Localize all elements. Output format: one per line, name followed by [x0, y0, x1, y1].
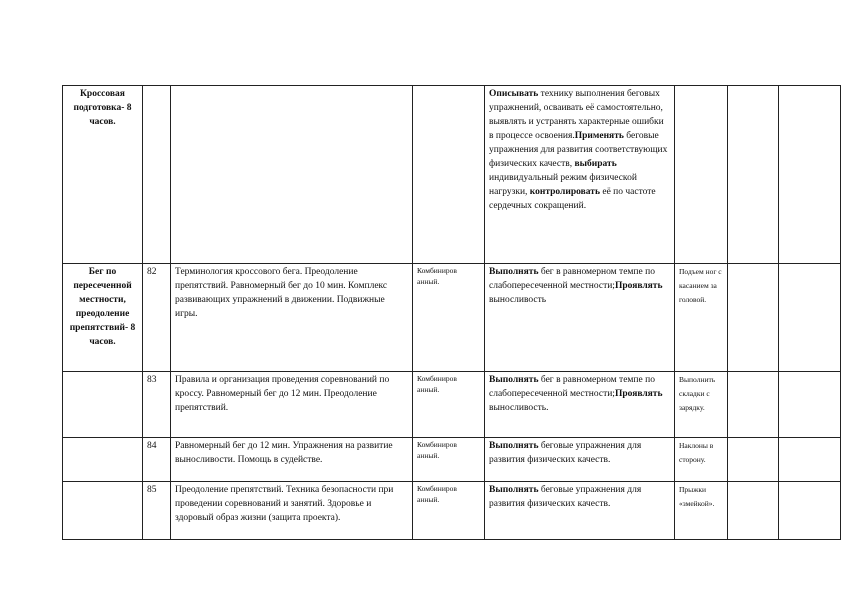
empty-cell [728, 482, 779, 540]
activity-text: бег в равномерном темпе по слабопересеченной местности; [489, 375, 655, 399]
activity-text: выносливость. [489, 403, 549, 413]
activity-verb: Выполнять [489, 375, 539, 385]
activity-text: бег в равномерном темпе по слабопересеченной местности; [489, 267, 655, 291]
empty-cell [779, 264, 841, 372]
empty-cell [779, 86, 841, 264]
homework: Наклоны в сторону. [675, 438, 728, 482]
activity-verb: Проявлять [614, 281, 663, 291]
table-row [63, 482, 841, 540]
activity-text: выносливость [489, 295, 547, 305]
activity-text: её по частоте сердечных сокращений. [489, 187, 656, 211]
lesson-number: 83 [143, 372, 171, 438]
activity-verb: Выполнять [489, 441, 539, 451]
activity-description [485, 264, 675, 372]
lesson-number: 85 [143, 482, 171, 540]
section-cell [63, 372, 143, 438]
activity-verb: выбирать [574, 159, 617, 169]
section-cell: Бег по пересеченной местности, преодоление препятствий- 8 часов. [63, 264, 143, 372]
empty-cell [728, 438, 779, 482]
empty-cell [779, 482, 841, 540]
activity-description [485, 86, 675, 264]
table-row [63, 438, 841, 482]
section-cell: Кроссовая подготовка- 8 часов. [63, 86, 143, 264]
lesson-topic: Равномерный бег до 12 мин. Упражнения на развитие выносливости. Помощь в судействе. [171, 438, 413, 482]
lesson-type: Комбиниров анный. [413, 264, 485, 372]
empty-cell [779, 438, 841, 482]
activity-verb: Применять [574, 131, 624, 141]
section-cell [63, 482, 143, 540]
empty-cell [779, 372, 841, 438]
activity-text: индивидуальный режим физической нагрузки, [489, 173, 637, 197]
empty-cell [728, 372, 779, 438]
activity-description [485, 372, 675, 438]
lesson-number: 84 [143, 438, 171, 482]
lesson-plan-table [62, 85, 841, 540]
lesson-topic: Преодоление препятствий. Техника безопасности при проведении соревнований и занятий. Здоровье и здоровый образ жизни (защита проекта). [171, 482, 413, 540]
table-row [63, 264, 841, 372]
homework: Прыжки «змейкой». [675, 482, 728, 540]
lesson-type [413, 86, 485, 264]
table-row [63, 86, 841, 264]
table-row [63, 372, 841, 438]
activity-description [485, 438, 675, 482]
lesson-number: 82 [143, 264, 171, 372]
activity-verb: Описывать [489, 89, 539, 99]
lesson-topic: Терминология кроссового бега. Преодоление препятствий. Равномерный бег до 10 мин. Комплекс развивающих упражнений в движении. Подвижные игры. [171, 264, 413, 372]
activity-description [485, 482, 675, 540]
activity-verb: Выполнять [489, 267, 539, 277]
activity-text: технику выполнения беговых упражнений, осваивать её самостоятельно, выявлять и устранять характерные ошибки в процессе освоения. [489, 89, 664, 141]
activity-verb: Проявлять [614, 389, 663, 399]
empty-cell [728, 264, 779, 372]
lesson-type: Комбиниров анный. [413, 372, 485, 438]
homework [675, 86, 728, 264]
lesson-type: Комбиниров анный. [413, 482, 485, 540]
lesson-topic: Правила и организация проведения соревнований по кроссу. Равномерный бег до 12 мин. Преодоление препятствий. [171, 372, 413, 438]
activity-verb: Выполнять [489, 485, 539, 495]
activity-text: беговые упражнения для развития физических качеств. [489, 441, 642, 465]
empty-cell [728, 86, 779, 264]
table-body [63, 86, 841, 540]
homework: Выполнить складки с зарядку. [675, 372, 728, 438]
activity-text: беговые упражнения для развития физических качеств. [489, 485, 642, 509]
lesson-type: Комбиниров анный. [413, 438, 485, 482]
lesson-number [143, 86, 171, 264]
activity-text: беговые упражнения для развития соответствующих физических качеств, [489, 131, 668, 169]
section-cell [63, 438, 143, 482]
homework: Подъем ног с касанием за головой. [675, 264, 728, 372]
activity-verb: контролировать [529, 187, 600, 197]
lesson-topic [171, 86, 413, 264]
